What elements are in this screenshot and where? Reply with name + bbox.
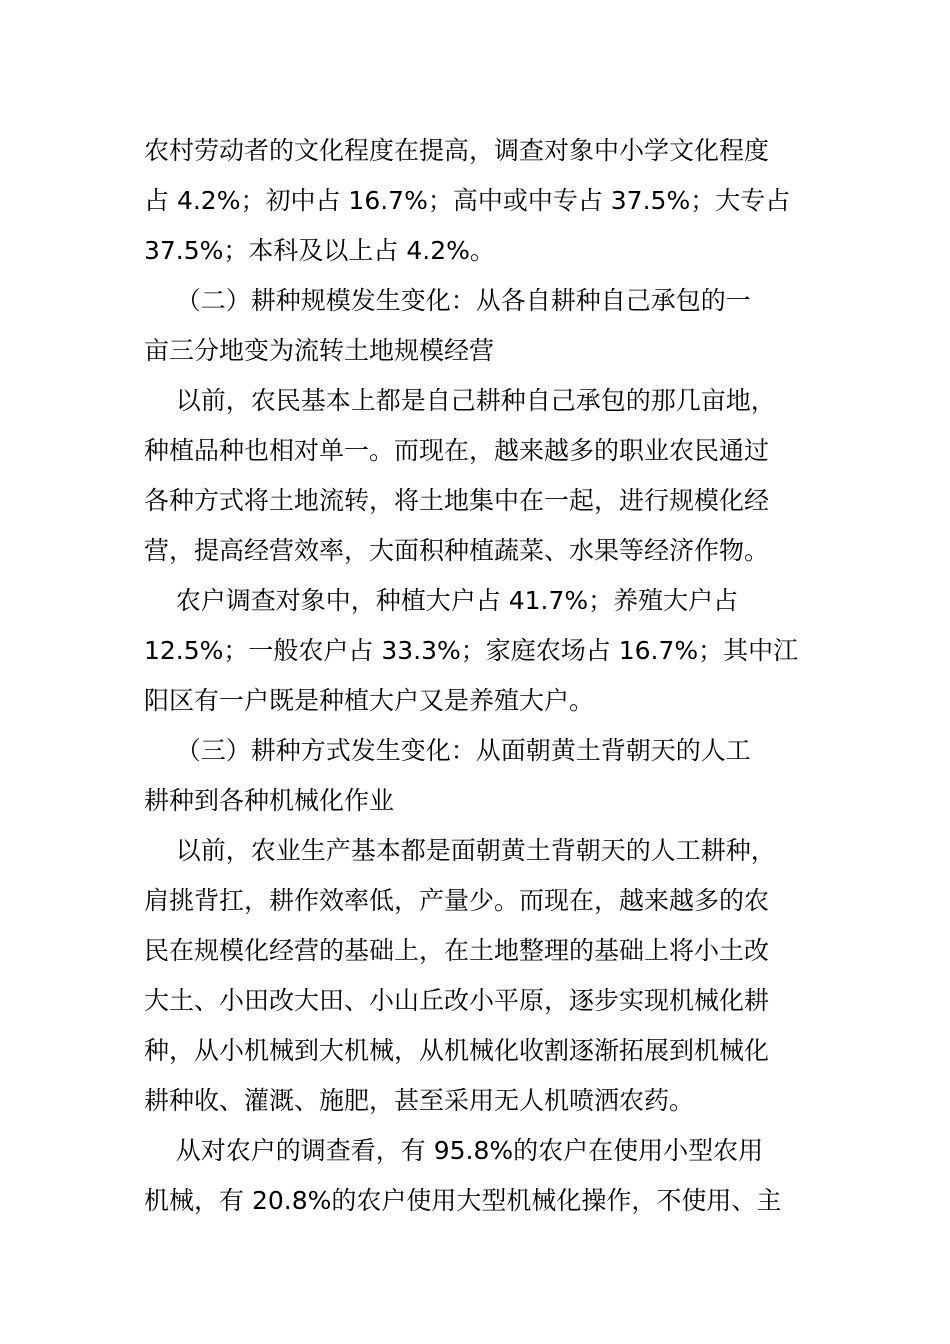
text-line: 占 4.2%；初中占 16.7%；高中或中专占 37.5%；大专占	[144, 186, 791, 215]
section-heading-line: 亩三分地变为流转土地规模经营	[144, 336, 495, 365]
text-line: 大土、小田改大田、小山丘改小平原，逐步实现机械化耕	[144, 986, 770, 1015]
text-line: 12.5%；一般农户占 33.3%；家庭农场占 16.7%；其中江	[144, 636, 799, 665]
text-line: 肩挑背扛，耕作效率低，产量少。而现在，越来越多的农	[144, 886, 770, 915]
text-line: 种，从小机械到大机械，从机械化收割逐渐拓展到机械化	[144, 1036, 770, 1065]
text-line: 种植品种也相对单一。而现在，越来越多的职业农民通过	[144, 436, 770, 465]
text-line: 各种方式将土地流转，将土地集中在一起，进行规模化经	[144, 486, 770, 515]
text-line: 营，提高经营效率，大面积种植蔬菜、水果等经济作物。	[144, 536, 770, 565]
section-heading-line: （三）耕种方式发生变化：从面朝黄土背朝天的人工	[144, 736, 751, 765]
text-line: 农村劳动者的文化程度在提高，调查对象中小学文化程度	[144, 136, 770, 165]
text-line: 以前，农民基本上都是自己耕种自己承包的那几亩地，	[144, 386, 776, 415]
text-line: 农户调查对象中，种植大户占 41.7%；养殖大户占	[144, 586, 739, 615]
document-body	[144, 126, 824, 1226]
text-line: 阳区有一户既是种植大户又是养殖大户。	[144, 686, 595, 715]
text-line: 37.5%；本科及以上占 4.2%。	[144, 236, 495, 265]
text-line: 机械，有 20.8%的农户使用大型机械化操作，不使用、主	[144, 1186, 782, 1215]
section-heading-line: 耕种到各种机械化作业	[144, 786, 395, 815]
text-line: 民在规模化经营的基础上，在土地整理的基础上将小土改	[144, 936, 770, 965]
text-line: 从对农户的调查看，有 95.8%的农户在使用小型农用	[144, 1136, 764, 1165]
text-line: 耕种收、灌溉、施肥，甚至采用无人机喷洒农药。	[144, 1086, 695, 1115]
text-line: 以前，农业生产基本都是面朝黄土背朝天的人工耕种，	[144, 836, 776, 865]
section-heading-line: （二）耕种规模发生变化：从各自耕种自己承包的一	[144, 286, 751, 315]
